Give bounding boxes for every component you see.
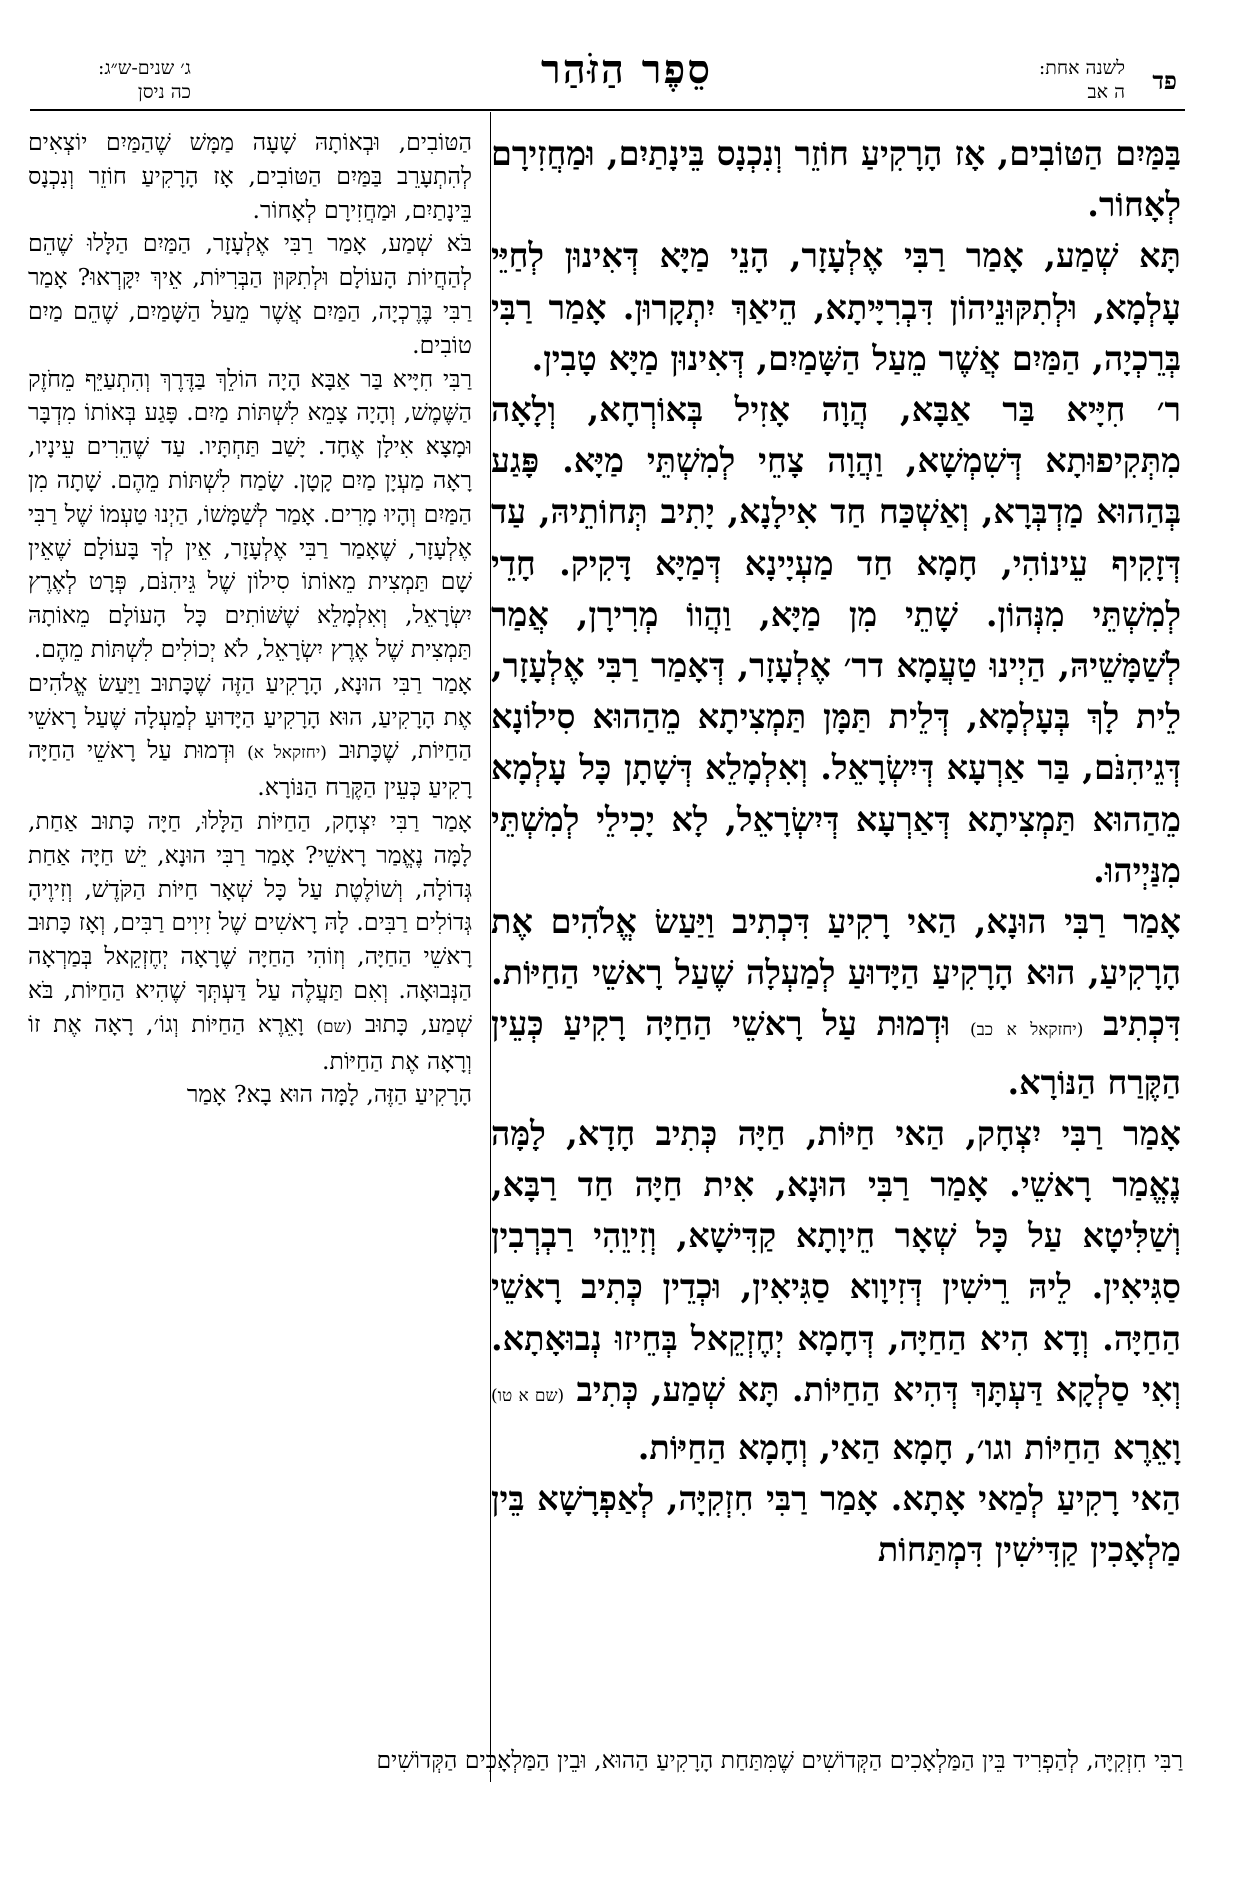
- header-divider: [30, 109, 1185, 111]
- side-paragraph-4-text-a: אָמַר רַבִּי הוּנָא, הָרָקִיעַ הַזֶּה שֶׁכָּתוּב וַיַּעַשׂ אֱלֹהִים אֶת הָרָקִיעַ, הוּא הָרָקִיעַ הַיָּדוּעַ לְמַעְלָה שֶׁעַל רָאשֵׁי הַחַיּוֹת, שֶׁכָּתוּב: [28, 668, 472, 765]
- schedule-label-one-year-date: ה אב: [1087, 81, 1125, 103]
- side-paragraph-5-source-ref: (שם): [316, 1016, 353, 1037]
- side-paragraph-1: הַטּוֹבִים, וּבְאוֹתָהּ שָׁעָה מַמָּשׁ שֶׁהַמַּיִם יוֹצְאִים לְהִתְעָרֵב בַּמַּיִם הַטּוֹבִים, אָז הָרָקִיעַ חוֹזֵר וְנִכְנָס בֵּינָתַיִם, וּמַחֲזִירָם לְאָחוֹר.: [28, 128, 472, 224]
- main-paragraph-4-text-a: אָמַר רַבִּי הוּנָא, הַאי רָקִיעַ דִּכְתִיב וַיַּעַשׂ אֱלֹהִים אֶת הָרָקִיעַ, הוּא הָרָקִיעַ הַיָּדוּעַ לְמַעְלָה שֶׁעַל רָאשֵׁי הַחַיּוֹת. דִּכְתִיב: [491, 902, 1181, 1044]
- side-paragraph-4-text-b: וּדְמוּת עַל רָאשֵׁי הַחַיָּה רָקִיעַ כְּעֵין הַקֶּרַח הַנּוֹרָא.: [28, 736, 472, 802]
- translation-continuation-line: רַבִּי חִזְקִיָּה, לְהַפְרִיד בֵּין הַמַּלְאָכִים הַקְּדוֹשִׁים שֶׁמִּתַּחַת הָרָקִיעַ הַהוּא, וּבֵין הַמַּלְאָכִים הַקְּדוֹשִׁים: [376, 1746, 1183, 1774]
- main-paragraph-3: ר׳ חִיָּיא בַּר אַבָּא, הֲוָה אָזִיל בְּאוֹרְחָא, וְלָאָה מִתְּקִיפוּתָא דְּשִׁמְשָׁא, וַהֲוָה צָחֵי לְמִשְׁתֵּי מַיָּא. פָּגַע בְּהַהוּא מַדְבְּרָא, וְאַשְׁכַּח חַד אִילָנָא, יָתִיב תְּחוֹתֵיהּ, עַד דְּזָקִיף עֵינוֹהִי, חָמָא חַד מַעְיָינָא דְּמַיָּא דָּקִיק. חָדֵי לְמִשְׁתֵּי מִנְּהוֹן. שָׁתֵי מִן מַיָּא, וַהֲווֹ מְרִירָן, אֲמַר לְשַׁמָּשֵׁיהּ, הַיְינוּ טַעֲמָא דר׳ אֶלְעָזָר, דְּאָמַר רַבִּי אֶלְעָזָר, לֵית לָךְ בְּעָלְמָא, דְּלֵית תַּמָּן תַּמְצִיתָא מֵהַהוּא סִילוֹנָא דְּגֵיהִנֹּם, בַּר אַרְעָא דְּיִשְׂרָאֵל. וְאִלְמָלֵא דְּשָׁתָן כָּל עָלְמָא מֵהַהוּא תַּמְצִיתָא דְּאַרְעָא דְּיִשְׂרָאֵל, לָא יָכִילֵי לְמִשְׁתֵּי מִנַּיְיהוּ.: [491, 390, 1181, 890]
- side-paragraph-5: [28, 805, 472, 1078]
- page-number: פד: [1152, 66, 1177, 95]
- main-paragraph-4-source-ref: (יחזקאל א כב): [969, 1020, 1084, 1041]
- schedule-label-three-years-title: ג׳ שנים-ש״ג:: [98, 57, 191, 79]
- main-paragraph-5-source-ref: (שם א טו): [491, 1385, 565, 1406]
- side-paragraph-5-text-a: אָמַר רַבִּי יִצְחָק, הַחַיּוֹת הַלָּלוּ, חַיָּה כָּתוּב אַחַת, לָמָּה נֶאֱמַר רָאשֵׁי? אָמַר רַבִּי הוּנָא, יֵשׁ חַיָּה אַחַת גְּדוֹלָה, וְשׁוֹלֶטֶת עַל כָּל שְׁאָר חַיּוֹת הַקֹּדֶשׁ, וְזִיוֶיהָ גְּדוֹלִים רַבִּים. לָהּ רָאשִׁים שֶׁל זִיוִים רַבִּים, וְאָז כָּתוּב רָאשֵׁי הַחַיָּה, וְזוֹהִי הַחַיָּה שֶׁרָאָה יְחֶזְקֵאל בְּמַרְאָה הַנְּבוּאָה. וְאִם תַּעֲלֶה עַל דַּעְתְּךָ שֶׁהִיא הַחַיּוֹת, בֹּא שְׁמַע, כָּתוּב: [28, 806, 472, 1038]
- side-paragraph-4: [28, 667, 472, 805]
- main-paragraph-2: תָּא שְׁמַע, אָמַר רַבִּי אֶלְעָזָר, הָנֵי מַיָּא דְּאִינוּן לְחַיֵּי עָלְמָא, וּלְתִקּוּנֵיהוֹן דִּבְרִיָּיתָא, הֵיאַךְ יִתְקָרוּן. אָמַר רַבִּי בְּרֵכְיָה, הַמַּיִם אֲשֶׁר מֵעַל הַשָּׁמַיִם, דְּאִינוּן מַיָּא טָבִין.: [491, 236, 1181, 378]
- side-paragraph-6: הָרָקִיעַ הַזֶּה, לָמָּה הוּא בָא? אָמַר: [186, 1080, 472, 1109]
- side-paragraph-3: רַבִּי חִיָּיא בַּר אַבָּא הָיָה הוֹלֵךְ בַּדֶּרֶךְ וְהִתְעַיֵּף מֵחֹזֶק הַשֶּׁמֶשׁ, וְהָיָה צָמֵא לִשְׁתּוֹת מַיִם. פָּגַע בְּאוֹתוֹ מִדְבָּר וּמָצָא אִילָן אֶחָד. יָשַׁב תַּחְתָּיו. עַד שֶׁהֵרִים עֵינָיו, רָאָה מַעְיָן מַיִם קָטָן. שָׂמַח לִשְׁתּוֹת מֵהֶם. שָׁתָה מִן הַמַּיִם וְהָיוּ מָרִים. אָמַר לְשַׁמָּשׁוֹ, הַיְנוּ טַעְמוֹ שֶׁל רַבִּי אֶלְעָזָר, שֶׁאָמַר רַבִּי אֶלְעָזָר, אֵין לְךָ בָּעוֹלָם שֶׁאֵין שָׁם תַּמְצִית מֵאוֹתוֹ סִילוֹן שֶׁל גֵּיהִנֹּם, פְּרָט לְאֶרֶץ יִשְׂרָאֵל, וְאִלְמָלֵא שֶׁשּׁוֹתִים כָּל הָעוֹלָם מֵאוֹתָהּ תַּמְצִית שֶׁל אֶרֶץ יִשְׂרָאֵל, לֹא יְכוֹלִים לִשְׁתּוֹת מֵהֶם.: [28, 364, 472, 663]
- main-paragraph-4-text-b: וּדְמוּת עַל רָאשֵׁי הַחַיָּה רָקִיעַ כְּעֵין הַקֶּרַח הַנּוֹרָא.: [491, 1004, 1181, 1102]
- aramaic-main-column: [491, 128, 1181, 1718]
- main-paragraph-5-text-a: אָמַר רַבִּי יִצְחָק, הַאי חַיּוֹת, חַיָּה כְּתִיב חָדָא, לָמָּה נֶאֱמַר רָאשֵׁי. אָמַר רַבִּי הוּנָא, אִית חַיָּה חַד רַבָּא, וְשַׁלִּיטָא עַל כָּל שְׁאָר חֵיוָתָא קַדִּישָׁא, וְזִיוֵהִי רַבְרְבִין סַגִּיאִין. לֵיהּ רֵישִׁין דְּזִיוָוא סַגִּיאִין, וּכְדֵין כְּתִיב רָאשֵׁי הַחַיָּה. וְדָא הִיא הַחַיָּה, דְּחָמָא יְחֶזְקֵאל בְּחֵיזוּ נְבוּאָתָא. וְאִי סַלְקָא דַּעְתָּךְ דְּהִיא הַחַיּוֹת. תָּא שְׁמַע, כְּתִיב: [491, 1113, 1181, 1409]
- side-paragraph-5-text-b: וָאֵרֶא הַחַיּוֹת וְגוֹ׳, רָאָה אֶת זוֹ וְרָאָה אֶת הַחַיּוֹת.: [28, 1009, 472, 1075]
- main-paragraph-5: [491, 1108, 1181, 1473]
- schedule-label-three-years-date: כה ניסן: [137, 81, 191, 103]
- schedule-label-three-years: [98, 56, 191, 104]
- main-paragraph-5-text-b: וָאֵרֶא הַחַיּוֹת וגו׳, חָמָא הַאי, וְחָמָא הַחַיּוֹת.: [637, 1428, 1181, 1468]
- main-paragraph-4: [491, 896, 1181, 1108]
- hebrew-translation-column: [28, 126, 472, 1724]
- main-paragraph-1: בַּמַּיִם הַטּוֹבִים, אָז הָרָקִיעַ חוֹזֵר וְנִכְנָס בֵּינָתַיִם, וּמַחֲזִירָם לְאָחוֹר.: [491, 134, 1181, 225]
- book-title: סֵפֶר הַזֹּהַר: [541, 46, 712, 93]
- schedule-label-one-year-title: לשנה אחת:: [1038, 57, 1125, 79]
- side-paragraph-2: בֹּא שְׁמַע, אָמַר רַבִּי אֶלְעָזָר, הַמַּיִם הַלָּלוּ שֶׁהֵם לְהַחֲיוֹת הָעוֹלָם וּלְתִקּוּן הַבְּרִיּוֹת, אֵיךְ יִקָּרְאוּ? אָמַר רַבִּי בֶּרֶכְיָה, הַמַּיִם אֲשֶׁר מֵעַל הַשָּׁמַיִם, שֶׁהֵם מַיִם טוֹבִים.: [28, 229, 472, 359]
- main-paragraph-6: הַאי רָקִיעַ לְמַאי אָתָא. אָמַר רַבִּי חִזְקִיָּה, לְאַפְרָשָׁא בֵּין מַלְאָכִין קַדִּישִׁין דִּמְתַּחוֹת: [491, 1479, 1181, 1570]
- side-paragraph-4-source-ref: (יחזקאל א): [247, 743, 327, 764]
